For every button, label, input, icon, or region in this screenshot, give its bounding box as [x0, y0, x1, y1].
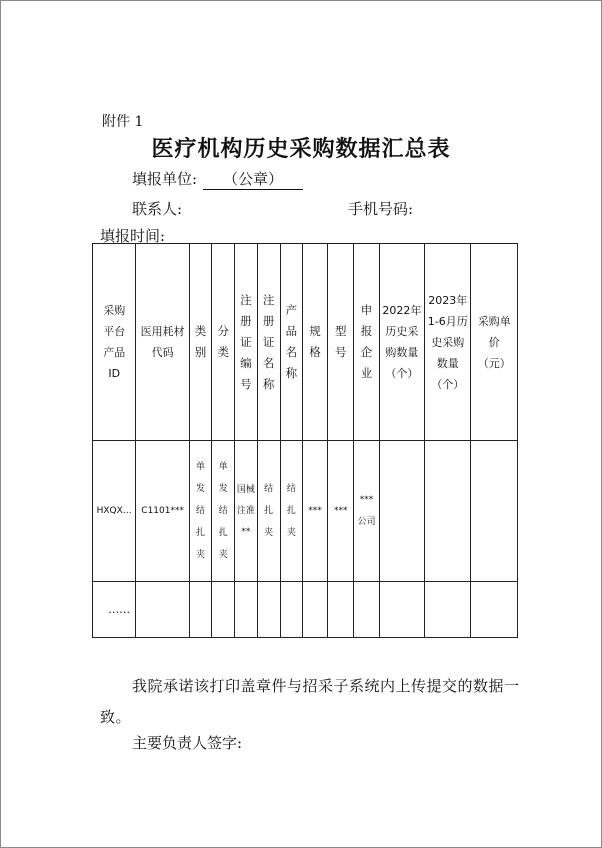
- header-cell: 医用耗材代码: [136, 244, 190, 441]
- fill-time-label: 填报时间:: [100, 227, 166, 245]
- header-cell: 2023年1-6月历史采购数量（个）: [425, 244, 471, 441]
- table-row: [93, 582, 518, 638]
- table-cell: [379, 441, 424, 582]
- table-cell: [212, 582, 235, 638]
- header-cell: 型号: [328, 244, 354, 441]
- table-cell: ***: [328, 441, 354, 582]
- table-cell: [136, 582, 190, 638]
- table-cell: 国械注准**: [235, 441, 257, 582]
- table-cell: 单发结扎夹: [212, 441, 235, 582]
- table-cell: C1101***: [136, 441, 190, 582]
- contact-label: 联系人:: [132, 200, 183, 218]
- commitment-statement: 我院承诺该打印盖章件与招采子系统内上传提交的数据一致。: [100, 677, 520, 726]
- header-cell: 申报企业: [354, 244, 379, 441]
- table-cell: [235, 582, 257, 638]
- header-cell: 注册证编号: [235, 244, 257, 441]
- header-cell: 类别: [189, 244, 211, 441]
- table-cell: 单发结扎夹: [189, 441, 211, 582]
- table-cell: HXQX…: [93, 441, 136, 582]
- official-seal-field: （公章）: [203, 168, 303, 190]
- header-cell: 规格: [302, 244, 327, 441]
- phone-label: 手机号码:: [348, 200, 414, 218]
- table-cell: [257, 582, 280, 638]
- fill-unit-label: 填报单位:: [132, 170, 198, 188]
- table-cell: 结扎夹: [257, 441, 280, 582]
- table-cell: [354, 582, 379, 638]
- header-cell: 采购平台产品ID: [93, 244, 136, 441]
- table-cell: [379, 582, 424, 638]
- table-cell: [280, 582, 302, 638]
- table-cell: 结扎夹: [280, 441, 302, 582]
- table-cell: [425, 441, 471, 582]
- fill-unit-line: [132, 168, 303, 190]
- table-cell: ***: [302, 441, 327, 582]
- header-cell: 采购单价（元）: [471, 244, 518, 441]
- header-cell: 产品名称: [280, 244, 302, 441]
- header-cell: 注册证名称: [257, 244, 280, 441]
- table-cell: [425, 582, 471, 638]
- table-cell: ……: [93, 582, 136, 638]
- purchase-summary-table: [92, 243, 518, 638]
- table-cell: [328, 582, 354, 638]
- table-header-row: [93, 244, 518, 441]
- table-cell: [302, 582, 327, 638]
- header-cell: 分类: [212, 244, 235, 441]
- page-title: 医疗机构历史采购数据汇总表: [151, 136, 451, 162]
- header-cell: 2022年历史采购数量（个）: [379, 244, 424, 441]
- attachment-label: 附件 1: [102, 114, 144, 130]
- table-cell: [471, 582, 518, 638]
- signer-label: 主要负责人签字:: [132, 734, 243, 752]
- table-cell: ***公司: [354, 441, 379, 582]
- table-row: [93, 441, 518, 582]
- table-cell: [471, 441, 518, 582]
- table-cell: [189, 582, 211, 638]
